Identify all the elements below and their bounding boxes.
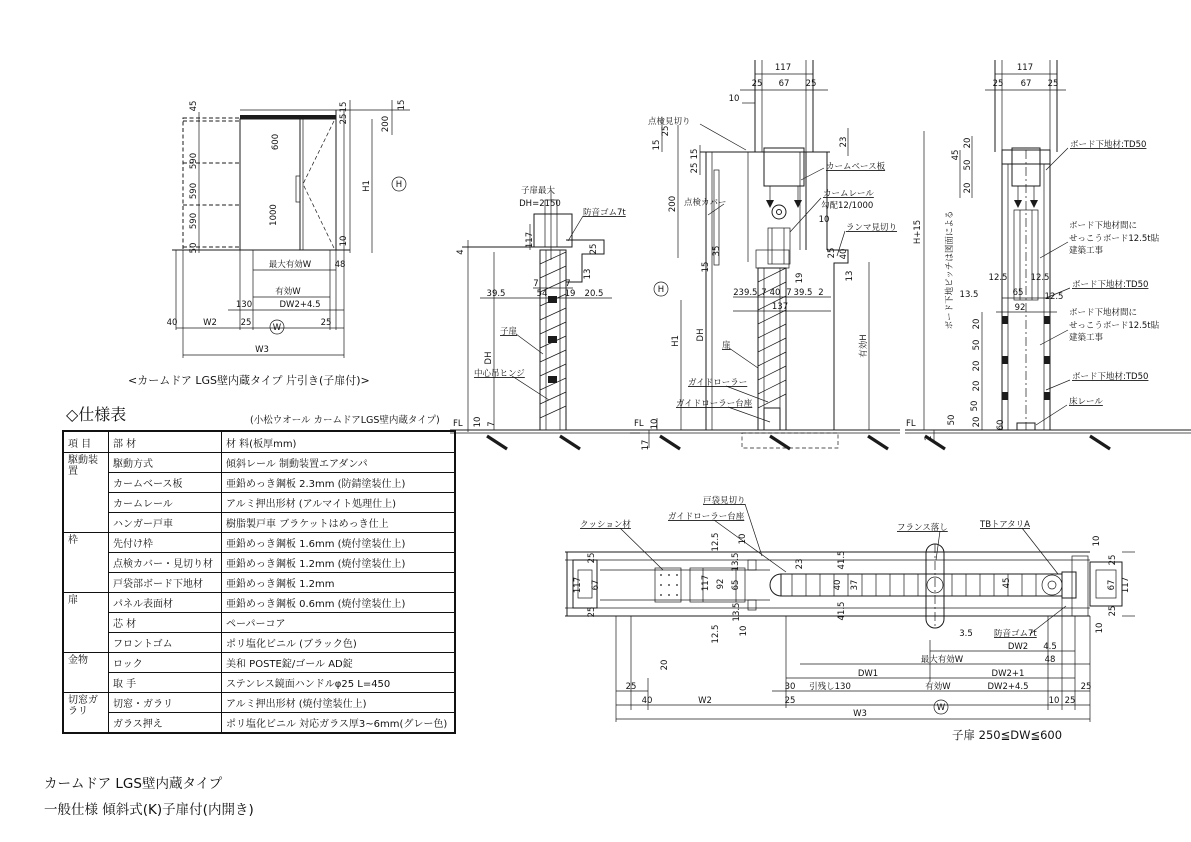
- dim: 200: [381, 115, 391, 133]
- label: FL: [634, 419, 644, 429]
- dim: W2: [203, 318, 217, 328]
- table-row: [63, 533, 455, 553]
- dim: 117: [774, 63, 792, 73]
- dim: H1: [671, 335, 681, 347]
- drawing-title-line2: 一般仕様 傾斜式(K)子扉付(内開き): [44, 802, 254, 818]
- elevation-drawing: [167, 100, 410, 358]
- label: せっこうボード12.5t貼: [1069, 321, 1160, 331]
- dim: 7: [761, 288, 767, 298]
- dim: 35: [712, 245, 722, 257]
- dim: 48: [334, 260, 346, 270]
- spec-group-hardware: 金物: [63, 653, 109, 693]
- label: ボード下地材:TD50: [1070, 140, 1147, 150]
- spec-material: 亜鉛めっき鋼板 1.2mm: [222, 573, 456, 593]
- spec-part: ハンガー戸車: [109, 513, 222, 533]
- label: DH=2150: [519, 199, 561, 209]
- dim: DH: [696, 328, 706, 342]
- dim: 45: [189, 100, 199, 112]
- label: 子扉最大: [520, 186, 556, 196]
- dim: 13.5: [959, 290, 979, 300]
- spec-part: ロック: [109, 653, 222, 673]
- spec-material: ステンレス鏡面ハンドルφ25 L=450: [222, 673, 456, 693]
- dim: 23: [795, 558, 805, 570]
- label: 防音ゴム7t: [583, 208, 626, 218]
- spec-header-item: 項 目: [63, 431, 109, 453]
- dim: 15: [701, 261, 711, 273]
- dim: 25: [827, 247, 837, 259]
- dim: 最大有効W: [268, 260, 312, 270]
- dim: 45: [1002, 577, 1012, 589]
- label: 建築工事: [1069, 246, 1104, 256]
- label: カームレール: [823, 189, 874, 199]
- dim: 7: [533, 279, 539, 289]
- main-section: [630, 60, 900, 450]
- plan-section: [565, 495, 1135, 722]
- table-row: [63, 473, 455, 493]
- table-row: [63, 713, 455, 734]
- dim: 有効H: [859, 334, 869, 358]
- dim: 50: [963, 159, 973, 171]
- spec-material: 樹脂製戸車 ブラケットはめっき仕上: [222, 513, 456, 533]
- spec-part: 点検カバー・見切り材: [109, 553, 222, 573]
- label: 扉: [722, 341, 731, 351]
- dim: 117: [701, 574, 711, 592]
- dim: 10: [818, 215, 830, 225]
- dim: 37: [850, 579, 860, 591]
- spec-material: アルミ押出形材 (焼付塗装仕上): [222, 693, 456, 713]
- spec-header-part: 部 材: [109, 431, 222, 453]
- dim: DW2: [1007, 642, 1029, 652]
- label: カームベース板: [826, 162, 886, 172]
- dim: 25: [1064, 696, 1076, 706]
- spec-group-window-louver: 切窓ガラリ: [63, 693, 109, 734]
- dim: 25: [992, 79, 1004, 89]
- dim: 7: [786, 288, 792, 298]
- spec-part: ガラス押え: [109, 713, 222, 734]
- dim: 60: [996, 419, 1006, 431]
- dim: 4.5: [1043, 642, 1057, 652]
- dim: 10: [739, 625, 749, 637]
- dim: H1: [362, 180, 372, 192]
- dim: 590: [189, 182, 199, 200]
- dim: W: [936, 703, 946, 713]
- table-row: [63, 653, 455, 673]
- dim: 590: [189, 152, 199, 170]
- dim: 30: [784, 682, 796, 692]
- table-row: [63, 693, 455, 713]
- table-row: [63, 513, 455, 533]
- spec-part: パネル表面材: [109, 593, 222, 613]
- dim: 2: [924, 435, 934, 441]
- dim: 25: [661, 125, 671, 137]
- dim: 13.5: [732, 602, 742, 622]
- spec-part: 芯 材: [109, 613, 222, 633]
- label: FL: [453, 419, 463, 429]
- spec-header-row: [63, 431, 455, 453]
- label: 点検カバー: [684, 198, 727, 208]
- dim: 有効W: [275, 287, 301, 297]
- table-row: [63, 633, 455, 653]
- dim: 39.5: [738, 288, 758, 298]
- spec-part: カームレール: [109, 493, 222, 513]
- dim: 20: [963, 182, 973, 194]
- label: 戸袋見切り: [703, 496, 746, 506]
- dim: 50: [972, 339, 982, 351]
- child-door-section: [450, 185, 640, 449]
- label: ボード下地ピッチは図面による: [945, 210, 955, 330]
- dim: 41.5: [837, 601, 847, 621]
- spec-material: ペーパーコア: [222, 613, 456, 633]
- dim: 40: [769, 288, 781, 298]
- dim: 54: [536, 289, 548, 299]
- dim: 39.5: [793, 288, 813, 298]
- table-row: [63, 593, 455, 613]
- spec-material: 亜鉛めっき鋼板 1.2mm (焼付塗装仕上): [222, 553, 456, 573]
- dim: H: [657, 285, 665, 295]
- dim: 40: [641, 696, 653, 706]
- dim: 20: [972, 380, 982, 392]
- spec-material: 亜鉛めっき鋼板 1.6mm (焼付塗装仕上): [222, 533, 456, 553]
- dim: 13: [845, 270, 855, 282]
- dim: 25: [784, 696, 796, 706]
- spec-part: 駆動方式: [109, 453, 222, 473]
- dim: 3.5: [959, 629, 973, 639]
- spec-group-door: 扉: [63, 593, 109, 653]
- dim: 12.5: [711, 624, 721, 644]
- dim: 92: [716, 578, 726, 590]
- dim: 130: [235, 300, 253, 310]
- dim: 23: [839, 136, 849, 148]
- dim: 2: [733, 288, 739, 298]
- dim: 25: [320, 318, 332, 328]
- spec-part: フロントゴム: [109, 633, 222, 653]
- dim: 67: [1107, 579, 1117, 591]
- spec-material: 亜鉛めっき鋼板 2.3mm (防錆塗装仕上): [222, 473, 456, 493]
- dim: 19: [564, 289, 576, 299]
- dim: 10: [738, 533, 748, 545]
- label: クッション材: [580, 520, 631, 530]
- dim: 25: [339, 113, 349, 125]
- dim: 25: [690, 162, 700, 174]
- label: ボード下地材間に: [1069, 308, 1138, 318]
- dim: 4: [456, 249, 466, 255]
- spec-part: 戸袋部ボード下地材: [109, 573, 222, 593]
- label: 防音ゴム7t: [994, 629, 1037, 639]
- dim: 15: [397, 99, 407, 111]
- dim: 25: [587, 552, 597, 564]
- spec-material: 美和 POSTE錠/ゴール AD錠: [222, 653, 456, 673]
- label: 床レール: [1069, 397, 1103, 407]
- spec-group-drive: 駆動装置: [63, 453, 109, 533]
- spec-part: 先付け枠: [109, 533, 222, 553]
- dim: 50: [189, 242, 199, 254]
- dim: 20.5: [584, 289, 604, 299]
- dim: W3: [853, 709, 867, 719]
- table-row: [63, 613, 455, 633]
- dim: 10: [1048, 696, 1060, 706]
- dim: 19: [795, 272, 805, 284]
- dim: 117: [525, 231, 535, 249]
- dim: 50: [970, 400, 980, 412]
- dim: 15: [652, 139, 662, 151]
- spec-header-material: 材 料(板厚mm): [222, 431, 456, 453]
- dim: 65: [731, 579, 741, 591]
- dim: 20: [660, 659, 670, 671]
- label: フランス落し: [897, 523, 948, 533]
- dim: 25: [240, 318, 252, 328]
- dim: 20: [963, 137, 973, 149]
- label: せっこうボード12.5t貼: [1069, 234, 1160, 244]
- dim: 20: [972, 416, 982, 428]
- dim: 10: [650, 418, 660, 430]
- spec-material: アルミ押出形材 (アルマイト処理仕上): [222, 493, 456, 513]
- dim: 200: [668, 195, 678, 213]
- dim: 15: [690, 148, 700, 160]
- plan-note: 子扉 250≦DW≦600: [952, 728, 1063, 742]
- wall-section: [905, 60, 1191, 449]
- label: FL: [906, 419, 916, 429]
- spec-part: カームベース板: [109, 473, 222, 493]
- table-row: [63, 553, 455, 573]
- label: ボード下地材:TD50: [1072, 280, 1149, 290]
- dim: DW2+4.5: [279, 300, 321, 310]
- label: ガイドローラー台座: [668, 512, 745, 522]
- dim: 40: [833, 579, 843, 591]
- dim: 25: [625, 682, 637, 692]
- dim: W3: [255, 345, 269, 355]
- table-row: [63, 673, 455, 693]
- dim: 117: [1121, 576, 1131, 594]
- dim: 13: [583, 268, 593, 280]
- dim: 13.5: [731, 552, 741, 572]
- spec-part: 切窓・ガラリ: [109, 693, 222, 713]
- dim: 92: [1014, 303, 1026, 313]
- label: ガイドローラー: [688, 378, 748, 388]
- dim: DH: [484, 351, 494, 365]
- spec-part: 取 手: [109, 673, 222, 693]
- label: ボード下地材:TD50: [1072, 372, 1149, 382]
- dim: 10: [339, 235, 349, 247]
- dim: 137: [771, 302, 789, 312]
- dim: 590: [189, 212, 199, 230]
- dim: 12.5: [1030, 273, 1050, 283]
- dim: 41.5: [837, 550, 847, 570]
- dim: 20: [972, 318, 982, 330]
- dim: 67: [1020, 79, 1032, 89]
- dim: 7: [565, 279, 571, 289]
- dim: 25: [751, 79, 763, 89]
- dim: 17: [641, 439, 651, 451]
- dim: H: [395, 180, 403, 190]
- spec-material: ポリ塩化ビニル (ブラック色): [222, 633, 456, 653]
- label: TBトアタリA: [980, 520, 1030, 530]
- dim: 10: [473, 416, 483, 428]
- dim: 有効W: [925, 682, 951, 692]
- dim: 引残し130: [809, 682, 851, 692]
- dim: 39.5: [486, 289, 506, 299]
- dim: 10: [1092, 535, 1102, 547]
- dim: DW1: [857, 669, 879, 679]
- dim: 48: [1044, 655, 1056, 665]
- label: 建築工事: [1069, 333, 1104, 343]
- dim: 12.5: [711, 532, 721, 552]
- dim: 最大有効W: [920, 655, 964, 665]
- table-row: [63, 493, 455, 513]
- dim: 65: [1012, 288, 1024, 298]
- dim: 45: [951, 149, 961, 161]
- dim: 10: [728, 94, 740, 104]
- dim: W2: [698, 696, 712, 706]
- dim: 25: [1108, 554, 1118, 566]
- dim: 25: [589, 243, 599, 255]
- dim: 25: [1047, 79, 1059, 89]
- label: ガイドローラー台座: [676, 399, 753, 409]
- drawing-title-line1: カームドア LGS壁内蔵タイプ: [44, 776, 223, 792]
- label: 点検見切り: [648, 117, 691, 127]
- dim: 67: [591, 579, 601, 591]
- dim: 20: [972, 360, 982, 372]
- dim: 25: [1108, 605, 1118, 617]
- dim: 1000: [269, 204, 279, 226]
- dim: 10: [1095, 622, 1105, 634]
- label: ランマ見切り: [846, 223, 898, 233]
- elevation-caption: <カームドア LGS壁内蔵タイプ 片引き(子扉付)>: [128, 374, 370, 387]
- spec-material: 傾斜レール 制動装置エアダンパ: [222, 453, 456, 473]
- dim: 117: [1016, 63, 1034, 73]
- dim: 2: [818, 288, 824, 298]
- dim: H+15: [913, 219, 923, 245]
- label: ボード下地材間に: [1069, 221, 1138, 231]
- dim: 12.5: [988, 273, 1008, 283]
- dim: 25: [587, 606, 597, 618]
- spec-table: [62, 430, 456, 734]
- dim: 25: [805, 79, 817, 89]
- table-row: [63, 453, 455, 473]
- table-row: [63, 573, 455, 593]
- dim: DW2+1: [991, 669, 1025, 679]
- dim: 40: [166, 318, 178, 328]
- dim: 12.5: [1044, 292, 1064, 302]
- spec-table-title: ◇仕様表: [66, 405, 127, 424]
- dim: DW2+4.5: [987, 682, 1029, 692]
- spec-table-subtitle: (小松ウオール カームドアLGS壁内蔵タイプ): [250, 415, 440, 426]
- dim: 50: [947, 414, 957, 426]
- spec-material: 亜鉛めっき鋼板 0.6mm (焼付塗装仕上): [222, 593, 456, 613]
- label: 子扉: [500, 327, 518, 337]
- spec-group-frame: 枠: [63, 533, 109, 593]
- dim: 40: [839, 248, 849, 260]
- dim: 600: [271, 133, 281, 151]
- dim: 15: [339, 101, 349, 113]
- dim: 7: [487, 421, 497, 427]
- spec-material: ポリ塩化ビニル 対応ガラス厚3~6mm(グレー色): [222, 713, 456, 734]
- dim: 117: [573, 576, 583, 594]
- dim: 67: [778, 79, 790, 89]
- label: 勾配12/1000: [821, 201, 874, 211]
- dim: 25: [1080, 682, 1092, 692]
- dim: W: [272, 323, 282, 333]
- label: 中心吊ヒンジ: [474, 369, 525, 379]
